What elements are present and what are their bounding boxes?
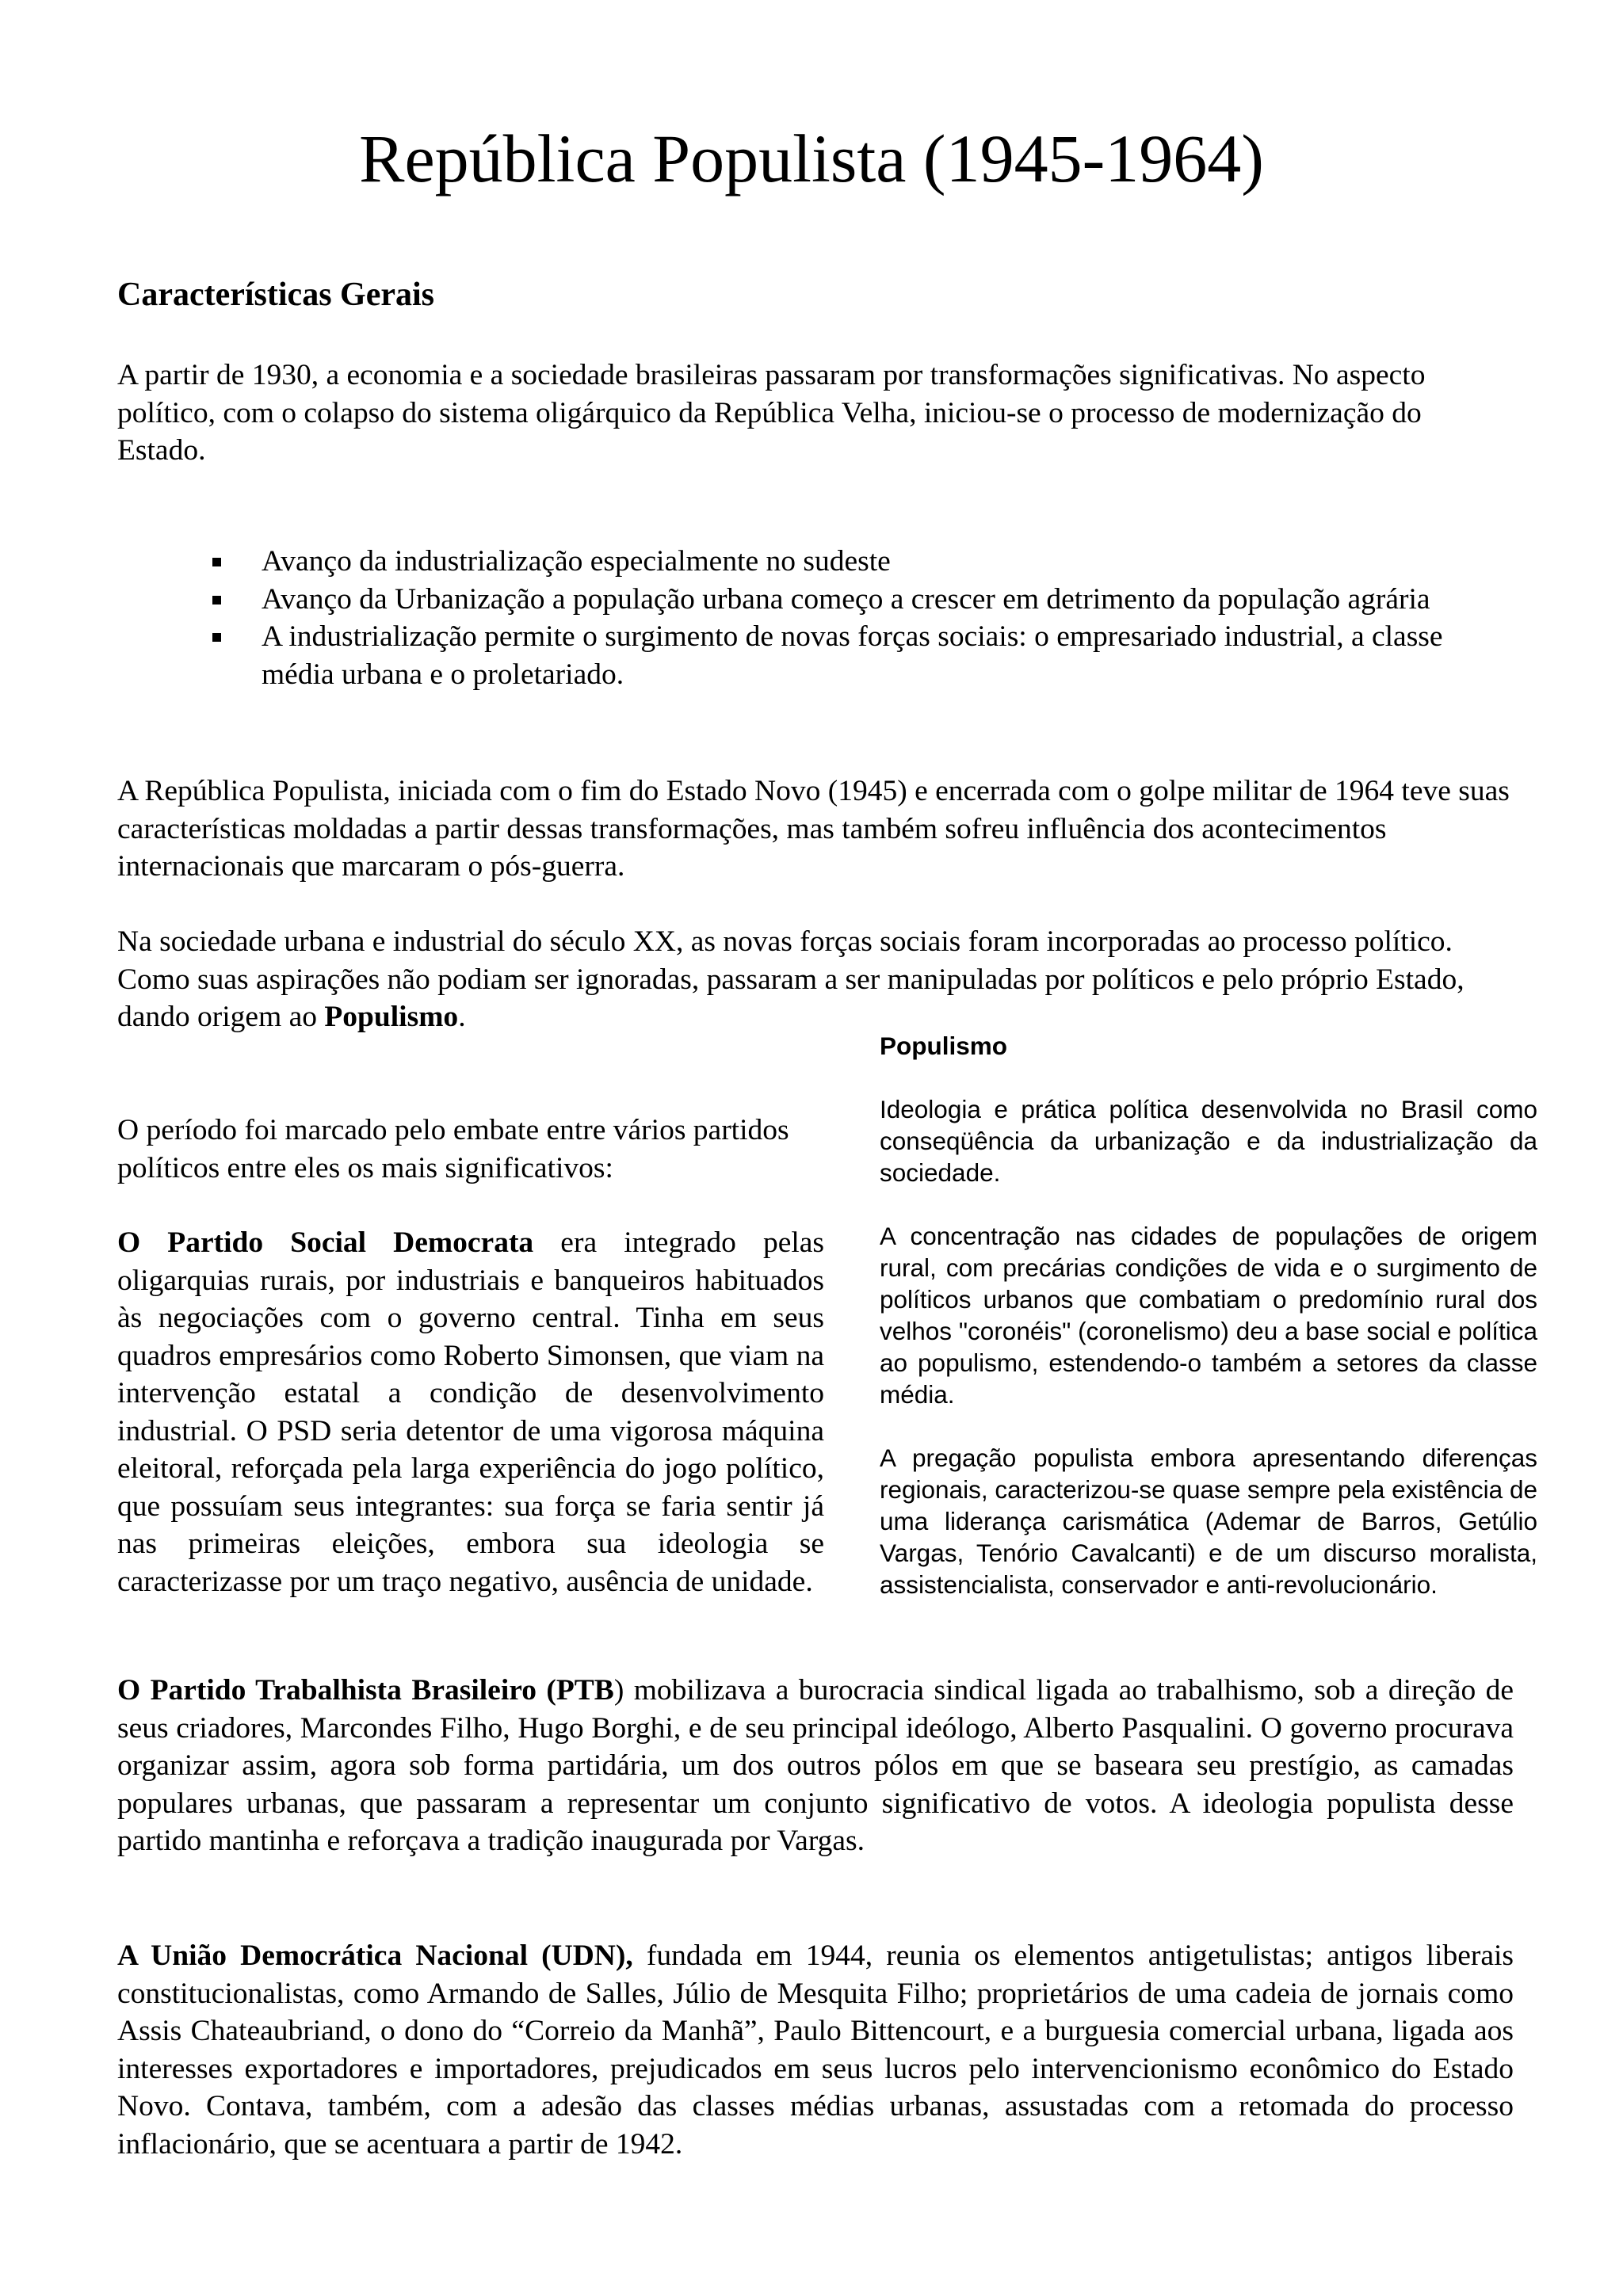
square-bullet-icon (212, 633, 221, 642)
list-item: Avanço da Urbanização a população urbana começo a crescer em detrimento da população agrária (117, 581, 1514, 619)
sidebar-paragraph: A pregação populista embora apresentando diferenças regionais, caracterizou-se quase sempre pela existência de uma liderança carismática (Ademar de Barros, Getúlio Vargas, Tenório Cavalcanti) e de um discurso moralista, assistencialista, conservador e anti-revolucionário. (880, 1444, 1537, 1599)
sidebar-paragraph: A concentração nas cidades de populações de origem rural, com precárias condições de vida e o surgimento de políticos urbanos que combatiam o predomínio rural dos velhos "coronéis" (coronelismo) deu a base social e política ao populismo, estendendo-o também a setores da classe média. (880, 1222, 1537, 1409)
populismo-term: Populismo (324, 1001, 459, 1033)
psd-term: O Partido Social Democrata (117, 1226, 534, 1259)
bullet-list (117, 543, 1514, 693)
udn-paragraph: A União Democrática Nacional (UDN), fundada em 1944, reunia os elementos antigetulistas; antigos liberais constitucionalistas, como Armando de Salles, Júlio de Mesquita Filho; proprietários de uma cadeia de jornais como Assis Chateaubriand, o dono do “Correio da Manhã”, Paulo Bittencourt, e a burguesia comercial urbana, ligada aos interesses exportadores e importadores, prejudicados em seus lucros pelo intervencionismo econômico do Estado Novo. Contava, também, com a adesão das classes médias urbanas, assustadas com a retomada do processo inflacionário, que se acentuara a partir de 1942. (117, 1939, 1514, 2161)
sidebar-title: Populismo (880, 1032, 1008, 1060)
section-heading: Características Gerais (117, 277, 435, 313)
sociedade-paragraph: Na sociedade urbana e industrial do século XX, as novas forças sociais foram incorporadas ao processo político. Como suas aspirações não podiam ser ignoradas, passaram a ser manipuladas por políticos e pelo próprio Estado, dando origem ao Populismo. (117, 925, 1465, 1033)
sidebar-paragraph: Ideologia e prática política desenvolvida no Brasil como conseqüência da urbanização e da industrialização da sociedade. (880, 1095, 1537, 1187)
square-bullet-icon (212, 596, 221, 605)
document-title: República Populista (1945-1964) (359, 120, 1264, 196)
ptb-term: O Partido Trabalhista Brasileiro (PTB (117, 1674, 614, 1707)
intro-paragraph: A partir de 1930, a economia e a sociedade brasileiras passaram por transformações significativas. No aspecto político, com o colapso do sistema oligárquico da República Velha, iniciou-se o processo de modernização do Estado. (117, 359, 1426, 467)
square-bullet-icon (212, 558, 221, 566)
ptb-paragraph: O Partido Trabalhista Brasileiro (PTB) mobilizava a burocracia sindical ligada ao trabalhismo, sob a direção de seus criadores, Marcondes Filho, Hugo Borghi, e de seu principal ideólogo, Alberto Pasqualini. O governo procurava organizar assim, agora sob forma partidária, um dos outros pólos em que se baseara seu prestígio, as camadas populares urbanas, que passaram a representar um conjunto significativo de votos. A ideologia populista desse partido mantinha e reforçava a tradição inaugurada por Vargas. (117, 1674, 1514, 1857)
list-item: A industrialização permite o surgimento de novas forças sociais: o empresariado industrial, a classe média urbana e o proletariado. (117, 618, 1514, 693)
udn-term: A União Democrática Nacional (UDN), (117, 1939, 633, 1972)
list-item: Avanço da industrialização especialmente no sudeste (117, 543, 1514, 581)
republica-paragraph: A República Populista, iniciada com o fim do Estado Novo (1945) e encerrada com o golpe militar de 1964 teve suas características moldadas a partir dessas transformações, mas também sofreu influência dos acontecimentos internacionais que marcaram o pós-guerra. (117, 775, 1510, 883)
populismo-sidebar (880, 1030, 1537, 1600)
periodo-paragraph: O período foi marcado pelo embate entre vários partidos políticos entre eles os mais significativos: (117, 1114, 789, 1184)
psd-paragraph: O Partido Social Democrata era integrado pelas oligarquias rurais, por industriais e banqueiros habituados às negociações com o governo central. Tinha em seus quadros empresários como Roberto Simonsen, que viam na intervenção estatal a condição de desenvolvimento industrial. O PSD seria detentor de uma vigorosa máquina eleitoral, reforçada pela larga experiência do jogo político, que possuíam seus integrantes: sua força se faria sentir já nas primeiras eleições, embora sua ideologia se caracterizasse por um traço negativo, ausência de unidade. (117, 1226, 824, 1598)
